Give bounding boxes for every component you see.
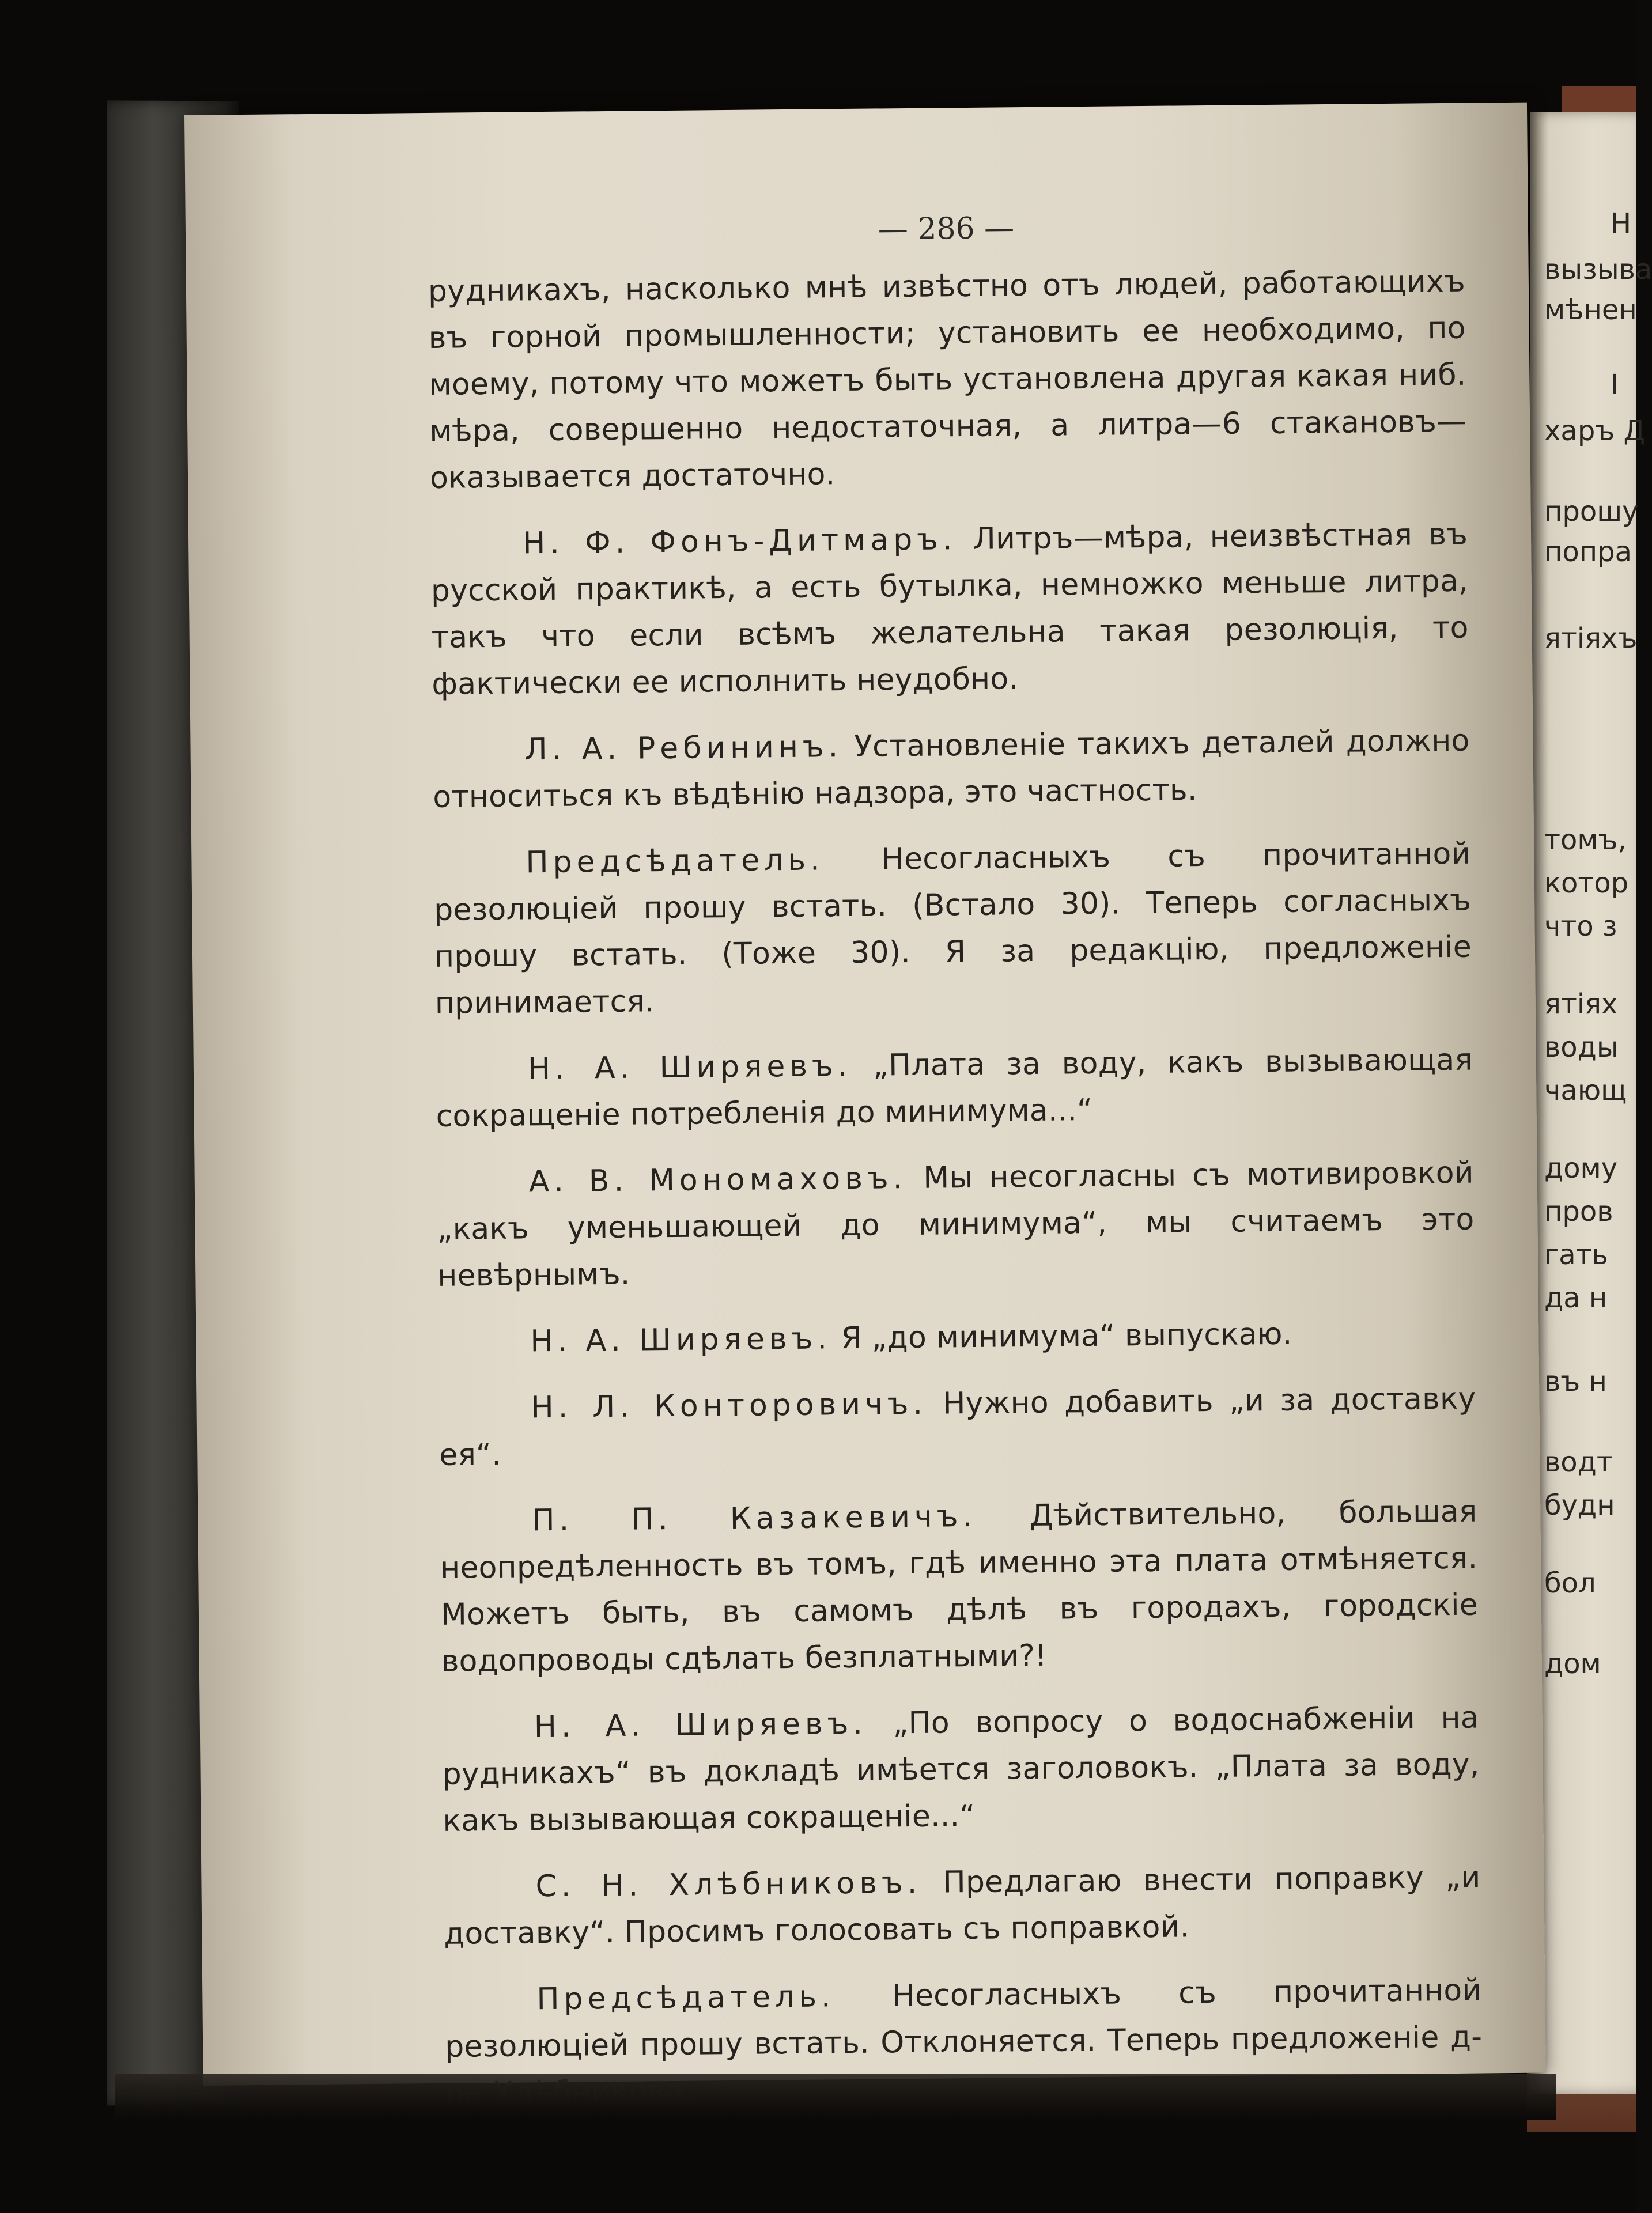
right-page-fragment: что з [1544,910,1617,943]
speaker-name: А. В. Мономаховъ. [528,1161,908,1200]
paragraph [443,1855,1481,1958]
speaker-name: Н. А. Ширяевъ. [530,1321,832,1359]
right-page-fragment: І [1611,369,1619,401]
right-page-fragment: котор [1544,867,1629,899]
paragraph [430,512,1469,708]
paragraph-text: рудникахъ, насколько мнѣ извѣстно отъ людей, работающихъ въ горной промышленности; установить ее необходимо, по моему, потому что можетъ быть установлена другая какая ниб. мѣра, совершенно недостаточная, а литра—6 стакановъ—оказывается достаточно. [428,264,1467,495]
paragraph [433,831,1472,1027]
paragraphs [428,259,1483,2117]
speaker-name: Н. Ф. Фонъ-Дитмаръ. [522,522,957,561]
paragraph [438,1376,1476,1479]
paragraph [436,1150,1475,1300]
right-page-fragment: попра [1544,536,1632,568]
speaker-name: Предсѣдатель. [536,1979,836,2017]
right-page-fragment: пров [1544,1196,1613,1228]
paragraph-text: Установленіе такихъ деталей должно относиться къ вѣдѣнію надзора, это частность. [433,723,1470,815]
paragraph-text: „По вопросу о водоснабженіи на рудникахъ“ въ докладѣ имѣется заголовокъ. „Плата за воду, какъ вызывающая сокращеніе...“ [442,1700,1480,1839]
right-page-fragment: чающ [1544,1075,1627,1107]
paragraph [442,1695,1480,1845]
right-page-fragment: томъ, [1544,824,1627,856]
paragraph [436,1037,1473,1140]
paragraph [438,1310,1476,1366]
right-page-fragment: да н [1544,1282,1608,1314]
speaker-name: Предсѣдатель. [526,842,825,880]
paragraph-text: Дѣйствительно, большая неопредѣленность въ томъ, гдѣ именно эта плата отмѣняется. Можетъ быть, въ самомъ дѣлѣ въ городахъ, городскіе водопроводы сдѣлать безплатными?! [440,1494,1479,1679]
paragraph-text: Несогласныхъ съ прочитанной резолюціей прошу встать. (Встало 30). Теперь согласныхъ прошу встать. (Тоже 30). Я за редакцію, предложеніе принимается. [433,836,1472,1021]
paragraph [432,718,1470,821]
page-number: — 286 — [878,211,1015,247]
right-page-fragment: ятіях [1544,988,1618,1020]
right-page-fragment: дом [1544,1648,1601,1680]
bottom-edge-shadow [115,2074,1556,2120]
right-page-fragment: въ н [1544,1365,1607,1398]
paragraph-text: Я „до минимума“ выпускаю. [841,1317,1292,1356]
paragraph [440,1489,1479,1685]
right-page-fragment: Н [1611,207,1632,240]
speaker-name: Н. А. Ширяевъ. [534,1706,868,1745]
paragraph-text: Предлагаю внести поправку „и доставку“. Просимъ голосовать съ поправкой. [444,1860,1481,1951]
speaker-name: Н. А. Ширяевъ. [527,1048,852,1087]
paragraph-text: Нужно добавить „и за доставку ея“. [439,1381,1476,1473]
right-page-fragment: гать [1544,1239,1608,1271]
paragraph [428,259,1468,502]
right-page-fragment: вызыва [1544,254,1652,286]
right-page-fragment: прошу [1544,495,1639,528]
speaker-name: Л. А. Ребининъ. [524,729,843,767]
paragraph-text: Мы несогласны съ мотивировкой „какъ уменьшающей до минимума“, мы считаемъ это невѣрнымъ. [437,1155,1475,1293]
right-page-fragment: ятіяхъ [1544,622,1638,655]
paragraph-text: Литръ—мѣра, неизвѣстная въ русской практикѣ, а есть бутылка, немножко меньше литра, такъ что если всѣмъ желательна такая резолюція, то фактически ее исполнить неудобно. [430,517,1469,702]
right-page-fragment: харъ Д [1544,415,1645,447]
speaker-name: П. П. Казакевичъ. [532,1499,977,1538]
speaker-name: Н. Л. Конторовичъ. [531,1386,928,1425]
right-page-fragment: будн [1544,1489,1615,1522]
speaker-name: С. Н. Хлѣбниковъ. [535,1865,922,1904]
left-page [184,103,1546,2086]
paragraph-text: Несогласныхъ съ прочитанной резолюціей прошу встать. Отклоняется. Теперь предложеніе д-ра [444,1973,1483,2064]
right-page-fragment: дому [1544,1152,1618,1185]
right-page-fragment: водт [1544,1446,1613,1478]
right-page [1530,112,1652,2094]
paragraph-text: „Плата за воду, какъ вызывающая сокращеніе потребленія до минимума...“ [436,1042,1473,1134]
right-page-fragment: воды [1544,1031,1619,1064]
page-text-block [428,207,1483,2137]
right-page-fragment: мѣнен [1544,294,1637,326]
right-page-fragment: бол [1544,1567,1596,1599]
